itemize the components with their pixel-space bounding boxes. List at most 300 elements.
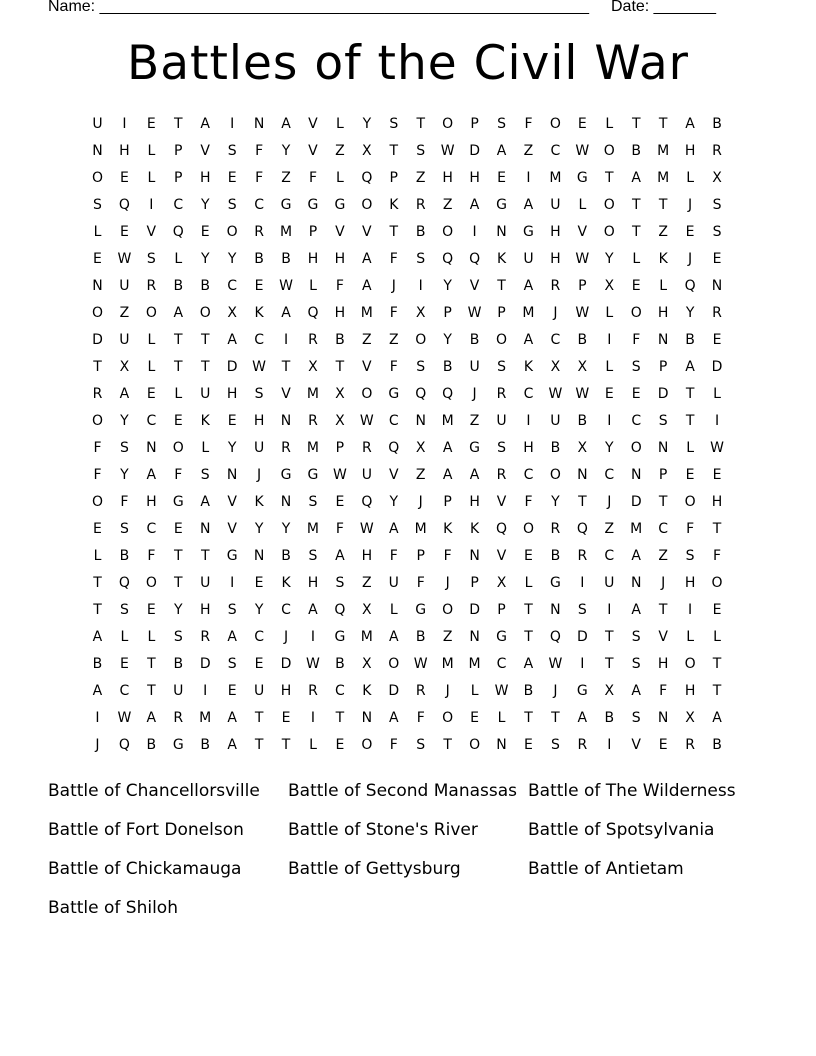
grid-cell[interactable]: J <box>418 494 423 510</box>
grid-cell[interactable]: G <box>576 170 588 186</box>
grid-cell[interactable]: C <box>496 656 507 672</box>
grid-cell[interactable]: A <box>712 710 722 726</box>
grid-cell[interactable]: Q <box>172 224 184 240</box>
grid-cell[interactable]: V <box>200 143 210 159</box>
grid-cell[interactable]: M <box>306 386 320 402</box>
grid-cell[interactable]: O <box>442 224 454 240</box>
grid-cell[interactable]: F <box>389 251 398 267</box>
grid-cell[interactable]: P <box>470 116 479 132</box>
grid-cell[interactable]: Z <box>362 332 372 348</box>
grid-cell[interactable]: C <box>523 467 534 483</box>
grid-cell[interactable]: S <box>146 251 156 267</box>
grid-cell[interactable]: L <box>713 386 721 402</box>
grid-cell[interactable]: X <box>362 143 372 159</box>
grid-cell[interactable]: F <box>524 494 533 510</box>
grid-cell[interactable]: V <box>308 143 318 159</box>
grid-cell[interactable]: V <box>308 116 318 132</box>
grid-cell[interactable]: B <box>119 548 130 564</box>
grid-cell[interactable]: R <box>200 629 211 645</box>
grid-cell[interactable]: T <box>174 548 183 564</box>
grid-cell[interactable]: H <box>307 251 319 267</box>
grid-cell[interactable]: A <box>173 305 184 321</box>
grid-cell[interactable]: R <box>281 440 291 456</box>
grid-cell[interactable]: D <box>469 602 480 618</box>
grid-cell[interactable]: Q <box>496 521 508 537</box>
grid-cell[interactable]: X <box>604 278 615 294</box>
grid-cell[interactable]: B <box>550 440 561 456</box>
grid-cell[interactable]: U <box>119 332 130 348</box>
grid-cell[interactable]: B <box>173 278 184 294</box>
grid-cell[interactable]: T <box>658 197 668 213</box>
grid-cell[interactable]: A <box>388 629 399 645</box>
grid-cell[interactable]: K <box>200 413 210 429</box>
grid-cell[interactable]: Z <box>442 197 453 213</box>
grid-cell[interactable]: W <box>575 143 590 159</box>
grid-cell[interactable]: L <box>389 602 398 618</box>
grid-cell[interactable]: O <box>442 116 454 132</box>
grid-cell[interactable]: Y <box>200 251 210 267</box>
grid-cell[interactable]: R <box>308 332 318 348</box>
grid-cell[interactable]: Z <box>415 467 426 483</box>
grid-cell[interactable]: A <box>523 332 534 348</box>
grid-cell[interactable]: R <box>308 683 318 699</box>
grid-cell[interactable]: A <box>685 116 695 132</box>
grid-cell[interactable]: O <box>603 224 615 240</box>
grid-cell[interactable]: E <box>685 224 695 240</box>
grid-cell[interactable]: L <box>147 143 156 159</box>
grid-cell[interactable]: T <box>281 737 291 753</box>
grid-cell[interactable]: E <box>173 521 183 537</box>
grid-cell[interactable]: V <box>631 737 641 753</box>
grid-cell[interactable]: L <box>336 116 344 132</box>
grid-cell[interactable]: H <box>523 440 534 456</box>
grid-cell[interactable]: B <box>550 548 561 564</box>
grid-cell[interactable]: L <box>659 278 668 294</box>
grid-cell[interactable]: S <box>119 602 129 618</box>
grid-cell[interactable]: O <box>361 197 373 213</box>
grid-cell[interactable]: A <box>631 602 641 618</box>
grid-cell[interactable]: F <box>93 467 102 483</box>
grid-cell[interactable]: A <box>523 278 534 294</box>
grid-cell[interactable]: T <box>174 332 183 348</box>
grid-cell[interactable]: Z <box>469 413 480 429</box>
grid-cell[interactable]: O <box>442 602 454 618</box>
grid-cell[interactable]: M <box>360 629 373 645</box>
grid-cell[interactable]: K <box>658 251 668 267</box>
grid-cell[interactable]: E <box>524 548 533 564</box>
grid-cell[interactable]: S <box>685 548 695 564</box>
grid-cell[interactable]: W <box>575 305 590 321</box>
grid-cell[interactable]: S <box>254 386 264 402</box>
grid-cell[interactable]: Y <box>200 197 210 213</box>
grid-cell[interactable]: C <box>119 683 130 699</box>
grid-cell[interactable]: T <box>524 710 533 726</box>
grid-cell[interactable]: E <box>281 710 291 726</box>
grid-cell[interactable]: A <box>227 332 237 348</box>
grid-cell[interactable]: B <box>173 656 184 672</box>
grid-cell[interactable]: G <box>307 467 319 483</box>
grid-cell[interactable]: F <box>416 575 425 591</box>
grid-cell[interactable]: P <box>174 170 183 186</box>
grid-cell[interactable]: Q <box>118 197 130 213</box>
grid-cell[interactable]: P <box>308 224 318 240</box>
grid-cell[interactable]: B <box>469 332 480 348</box>
grid-cell[interactable]: U <box>200 386 211 402</box>
grid-cell[interactable]: T <box>254 737 264 753</box>
grid-cell[interactable]: L <box>470 683 479 699</box>
grid-cell[interactable]: A <box>523 197 534 213</box>
grid-cell[interactable]: U <box>388 575 399 591</box>
grid-cell[interactable]: Q <box>576 521 588 537</box>
grid-cell[interactable]: A <box>308 602 318 618</box>
grid-cell[interactable]: C <box>550 143 561 159</box>
grid-cell[interactable]: K <box>443 521 453 537</box>
grid-cell[interactable]: Q <box>361 170 373 186</box>
grid-cell[interactable]: A <box>388 710 399 726</box>
grid-cell[interactable]: N <box>146 440 157 456</box>
grid-cell[interactable]: T <box>605 170 614 186</box>
grid-cell[interactable]: T <box>335 359 345 375</box>
grid-cell[interactable]: P <box>389 170 398 186</box>
grid-cell[interactable]: W <box>548 656 563 672</box>
grid-cell[interactable]: D <box>469 143 480 159</box>
grid-cell[interactable]: M <box>468 656 481 672</box>
grid-cell[interactable]: H <box>361 548 373 564</box>
grid-cell[interactable]: I <box>230 575 235 591</box>
grid-cell[interactable]: G <box>280 197 292 213</box>
grid-cell[interactable]: U <box>92 116 103 132</box>
grid-cell[interactable]: P <box>470 575 479 591</box>
grid-cell[interactable]: O <box>145 575 157 591</box>
grid-cell[interactable]: R <box>415 683 426 699</box>
grid-cell[interactable]: W <box>117 710 132 726</box>
grid-cell[interactable]: E <box>712 332 722 348</box>
grid-cell[interactable]: L <box>713 629 721 645</box>
grid-cell[interactable]: L <box>309 278 317 294</box>
grid-cell[interactable]: R <box>308 413 318 429</box>
grid-cell[interactable]: F <box>713 548 722 564</box>
grid-cell[interactable]: G <box>415 602 427 618</box>
grid-cell[interactable]: Y <box>443 332 452 348</box>
grid-cell[interactable]: R <box>712 143 722 159</box>
grid-cell[interactable]: H <box>119 143 130 159</box>
grid-cell[interactable]: T <box>631 116 641 132</box>
grid-cell[interactable]: Y <box>281 521 291 537</box>
grid-cell[interactable]: F <box>174 467 183 483</box>
grid-cell[interactable]: A <box>92 683 103 699</box>
grid-cell[interactable]: J <box>445 683 450 699</box>
grid-cell[interactable]: N <box>92 143 103 159</box>
grid-cell[interactable]: H <box>280 683 292 699</box>
grid-cell[interactable]: E <box>254 278 264 294</box>
grid-cell[interactable]: I <box>418 278 423 294</box>
grid-cell[interactable]: B <box>712 737 722 753</box>
grid-cell[interactable]: C <box>254 197 264 213</box>
grid-cell[interactable]: X <box>119 359 130 375</box>
grid-cell[interactable]: T <box>389 143 399 159</box>
grid-cell[interactable]: C <box>146 413 157 429</box>
grid-cell[interactable]: A <box>577 710 588 726</box>
grid-cell[interactable]: A <box>631 683 641 699</box>
grid-cell[interactable]: S <box>416 359 426 375</box>
grid-cell[interactable]: T <box>658 602 668 618</box>
grid-cell[interactable]: J <box>688 197 693 213</box>
grid-cell[interactable]: N <box>496 224 507 240</box>
grid-cell[interactable]: T <box>174 575 183 591</box>
grid-cell[interactable]: U <box>604 575 615 591</box>
grid-cell[interactable]: N <box>226 467 238 483</box>
grid-cell[interactable]: G <box>334 197 346 213</box>
grid-cell[interactable]: N <box>657 332 669 348</box>
grid-cell[interactable]: Q <box>118 575 130 591</box>
grid-cell[interactable]: U <box>496 413 507 429</box>
grid-cell[interactable]: S <box>416 251 426 267</box>
grid-cell[interactable]: O <box>91 305 103 321</box>
grid-cell[interactable]: E <box>335 737 345 753</box>
grid-cell[interactable]: E <box>335 494 345 510</box>
grid-cell[interactable]: T <box>174 116 183 132</box>
grid-cell[interactable]: U <box>253 683 265 699</box>
grid-cell[interactable]: V <box>388 467 399 483</box>
grid-cell[interactable]: S <box>497 359 506 375</box>
grid-cell[interactable]: W <box>494 683 509 699</box>
grid-cell[interactable]: Z <box>604 521 615 537</box>
grid-cell[interactable]: J <box>472 386 477 402</box>
grid-cell[interactable]: E <box>146 116 156 132</box>
grid-cell[interactable]: W <box>710 440 724 456</box>
grid-cell[interactable]: J <box>445 575 450 591</box>
grid-cell[interactable]: V <box>335 224 345 240</box>
grid-cell[interactable]: S <box>658 413 668 429</box>
grid-cell[interactable]: O <box>361 737 373 753</box>
grid-cell[interactable]: N <box>469 629 480 645</box>
grid-cell[interactable]: A <box>281 116 291 132</box>
grid-cell[interactable]: W <box>117 251 132 267</box>
grid-cell[interactable]: A <box>388 521 399 537</box>
grid-cell[interactable]: E <box>254 575 264 591</box>
grid-cell[interactable]: D <box>657 386 669 402</box>
grid-cell[interactable]: C <box>631 413 642 429</box>
grid-cell[interactable]: R <box>496 467 507 483</box>
grid-cell[interactable]: L <box>147 332 156 348</box>
grid-cell[interactable]: E <box>93 251 102 267</box>
grid-cell[interactable]: P <box>497 305 506 321</box>
grid-cell[interactable]: Y <box>227 251 237 267</box>
grid-cell[interactable]: N <box>280 494 292 510</box>
grid-cell[interactable]: N <box>253 548 265 564</box>
grid-cell[interactable]: F <box>120 494 129 510</box>
grid-cell[interactable]: U <box>200 575 211 591</box>
grid-cell[interactable]: N <box>280 413 292 429</box>
grid-cell[interactable]: C <box>173 197 184 213</box>
grid-cell[interactable]: X <box>496 575 507 591</box>
grid-cell[interactable]: G <box>307 197 319 213</box>
grid-cell[interactable]: T <box>254 710 264 726</box>
grid-cell[interactable]: A <box>469 197 480 213</box>
grid-cell[interactable]: O <box>172 440 184 456</box>
grid-cell[interactable]: B <box>442 359 453 375</box>
grid-cell[interactable]: M <box>414 521 427 537</box>
grid-cell[interactable]: N <box>469 548 480 564</box>
grid-cell[interactable]: L <box>147 359 156 375</box>
grid-cell[interactable]: E <box>93 521 102 537</box>
grid-cell[interactable]: I <box>526 413 531 429</box>
grid-cell[interactable]: K <box>523 359 534 375</box>
grid-cell[interactable]: B <box>200 737 211 753</box>
grid-cell[interactable]: L <box>497 710 506 726</box>
grid-cell[interactable]: X <box>308 359 318 375</box>
grid-cell[interactable]: O <box>361 386 373 402</box>
grid-cell[interactable]: M <box>522 305 535 321</box>
grid-cell[interactable]: K <box>470 521 480 537</box>
grid-cell[interactable]: S <box>389 116 399 132</box>
grid-cell[interactable]: N <box>577 467 588 483</box>
grid-cell[interactable]: F <box>335 521 344 537</box>
grid-cell[interactable]: I <box>203 683 208 699</box>
grid-cell[interactable]: J <box>553 683 558 699</box>
grid-cell[interactable]: X <box>335 386 345 402</box>
grid-cell[interactable]: L <box>147 170 156 186</box>
grid-cell[interactable]: D <box>711 359 723 375</box>
grid-cell[interactable]: M <box>441 413 454 429</box>
grid-cell[interactable]: I <box>95 710 100 726</box>
grid-cell[interactable]: A <box>227 710 237 726</box>
grid-cell[interactable]: O <box>91 413 103 429</box>
grid-cell[interactable]: O <box>145 305 157 321</box>
grid-cell[interactable]: T <box>147 683 156 699</box>
grid-cell[interactable]: A <box>227 737 237 753</box>
grid-cell[interactable]: G <box>523 224 534 240</box>
grid-cell[interactable]: F <box>389 737 398 753</box>
grid-cell[interactable]: B <box>577 332 588 348</box>
grid-cell[interactable]: G <box>334 629 346 645</box>
grid-cell[interactable]: T <box>524 629 533 645</box>
grid-cell[interactable]: L <box>632 251 641 267</box>
grid-cell[interactable]: H <box>442 170 453 186</box>
grid-cell[interactable]: S <box>119 440 129 456</box>
grid-cell[interactable]: N <box>92 278 103 294</box>
grid-cell[interactable]: X <box>415 305 426 321</box>
grid-cell[interactable]: E <box>119 224 129 240</box>
grid-cell[interactable]: G <box>549 575 561 591</box>
grid-cell[interactable]: Y <box>443 278 452 294</box>
grid-cell[interactable]: V <box>469 278 480 294</box>
grid-cell[interactable]: D <box>630 494 642 510</box>
grid-cell[interactable]: E <box>604 386 614 402</box>
grid-cell[interactable]: F <box>255 143 264 159</box>
grid-cell[interactable]: O <box>684 494 696 510</box>
grid-cell[interactable]: G <box>576 683 588 699</box>
grid-cell[interactable]: C <box>523 386 534 402</box>
grid-cell[interactable]: N <box>496 737 507 753</box>
grid-cell[interactable]: D <box>280 656 292 672</box>
grid-cell[interactable]: J <box>95 737 100 753</box>
grid-cell[interactable]: T <box>712 683 722 699</box>
grid-cell[interactable]: Z <box>281 170 291 186</box>
grid-cell[interactable]: H <box>307 575 319 591</box>
grid-cell[interactable]: L <box>605 116 614 132</box>
grid-cell[interactable]: T <box>200 359 210 375</box>
grid-cell[interactable]: H <box>684 683 696 699</box>
grid-cell[interactable]: O <box>630 440 642 456</box>
grid-cell[interactable]: F <box>659 683 668 699</box>
grid-cell[interactable]: J <box>283 629 289 645</box>
grid-cell[interactable]: E <box>227 413 237 429</box>
grid-cell[interactable]: B <box>523 683 534 699</box>
grid-cell[interactable]: O <box>549 467 561 483</box>
grid-cell[interactable]: B <box>200 278 211 294</box>
grid-cell[interactable]: H <box>657 656 669 672</box>
grid-cell[interactable]: Q <box>118 737 130 753</box>
grid-cell[interactable]: Q <box>442 251 454 267</box>
grid-cell[interactable]: C <box>254 629 264 645</box>
grid-cell[interactable]: B <box>146 737 157 753</box>
grid-cell[interactable]: A <box>146 467 157 483</box>
grid-cell[interactable]: G <box>496 629 507 645</box>
grid-cell[interactable]: A <box>362 278 372 294</box>
grid-cell[interactable]: C <box>388 413 399 429</box>
grid-cell[interactable]: I <box>122 116 127 132</box>
grid-cell[interactable]: Y <box>254 602 264 618</box>
grid-cell[interactable]: L <box>147 629 156 645</box>
grid-cell[interactable]: U <box>173 683 184 699</box>
grid-cell[interactable]: S <box>550 737 560 753</box>
grid-cell[interactable]: T <box>443 737 452 753</box>
grid-cell[interactable]: A <box>227 629 237 645</box>
grid-cell[interactable]: I <box>526 170 531 186</box>
grid-cell[interactable]: Y <box>551 494 560 510</box>
grid-cell[interactable]: L <box>93 548 102 564</box>
grid-cell[interactable]: Y <box>254 521 264 537</box>
grid-cell[interactable]: I <box>149 197 154 213</box>
grid-cell[interactable]: O <box>603 143 615 159</box>
grid-cell[interactable]: G <box>172 494 184 510</box>
grid-cell[interactable]: F <box>335 278 344 294</box>
grid-cell[interactable]: R <box>496 386 507 402</box>
grid-cell[interactable]: I <box>230 116 235 132</box>
grid-cell[interactable]: F <box>93 440 102 456</box>
grid-cell[interactable]: S <box>497 116 506 132</box>
grid-cell[interactable]: G <box>172 737 184 753</box>
grid-cell[interactable]: D <box>576 629 588 645</box>
grid-cell[interactable]: B <box>335 656 345 672</box>
grid-cell[interactable]: Y <box>362 116 372 132</box>
grid-cell[interactable]: S <box>227 143 237 159</box>
grid-cell[interactable]: N <box>630 575 642 591</box>
grid-cell[interactable]: K <box>496 251 507 267</box>
grid-cell[interactable]: W <box>279 278 293 294</box>
grid-cell[interactable]: P <box>497 602 506 618</box>
grid-cell[interactable]: Y <box>605 440 614 456</box>
grid-cell[interactable]: I <box>607 737 612 753</box>
grid-cell[interactable]: R <box>577 737 588 753</box>
grid-cell[interactable]: X <box>577 359 588 375</box>
grid-cell[interactable]: L <box>174 386 183 402</box>
grid-cell[interactable]: E <box>658 737 668 753</box>
grid-cell[interactable]: O <box>549 116 561 132</box>
grid-cell[interactable]: F <box>255 170 264 186</box>
grid-cell[interactable]: I <box>310 710 316 726</box>
grid-cell[interactable]: Z <box>658 548 668 564</box>
grid-cell[interactable]: F <box>443 548 452 564</box>
grid-cell[interactable]: Y <box>174 602 183 618</box>
grid-cell[interactable]: Y <box>120 467 129 483</box>
name-field[interactable]: Name: _______________________________________________________ <box>48 0 589 15</box>
grid-cell[interactable]: Z <box>388 332 399 348</box>
grid-cell[interactable]: T <box>497 278 506 294</box>
grid-cell[interactable]: E <box>497 170 506 186</box>
grid-cell[interactable]: N <box>550 602 561 618</box>
